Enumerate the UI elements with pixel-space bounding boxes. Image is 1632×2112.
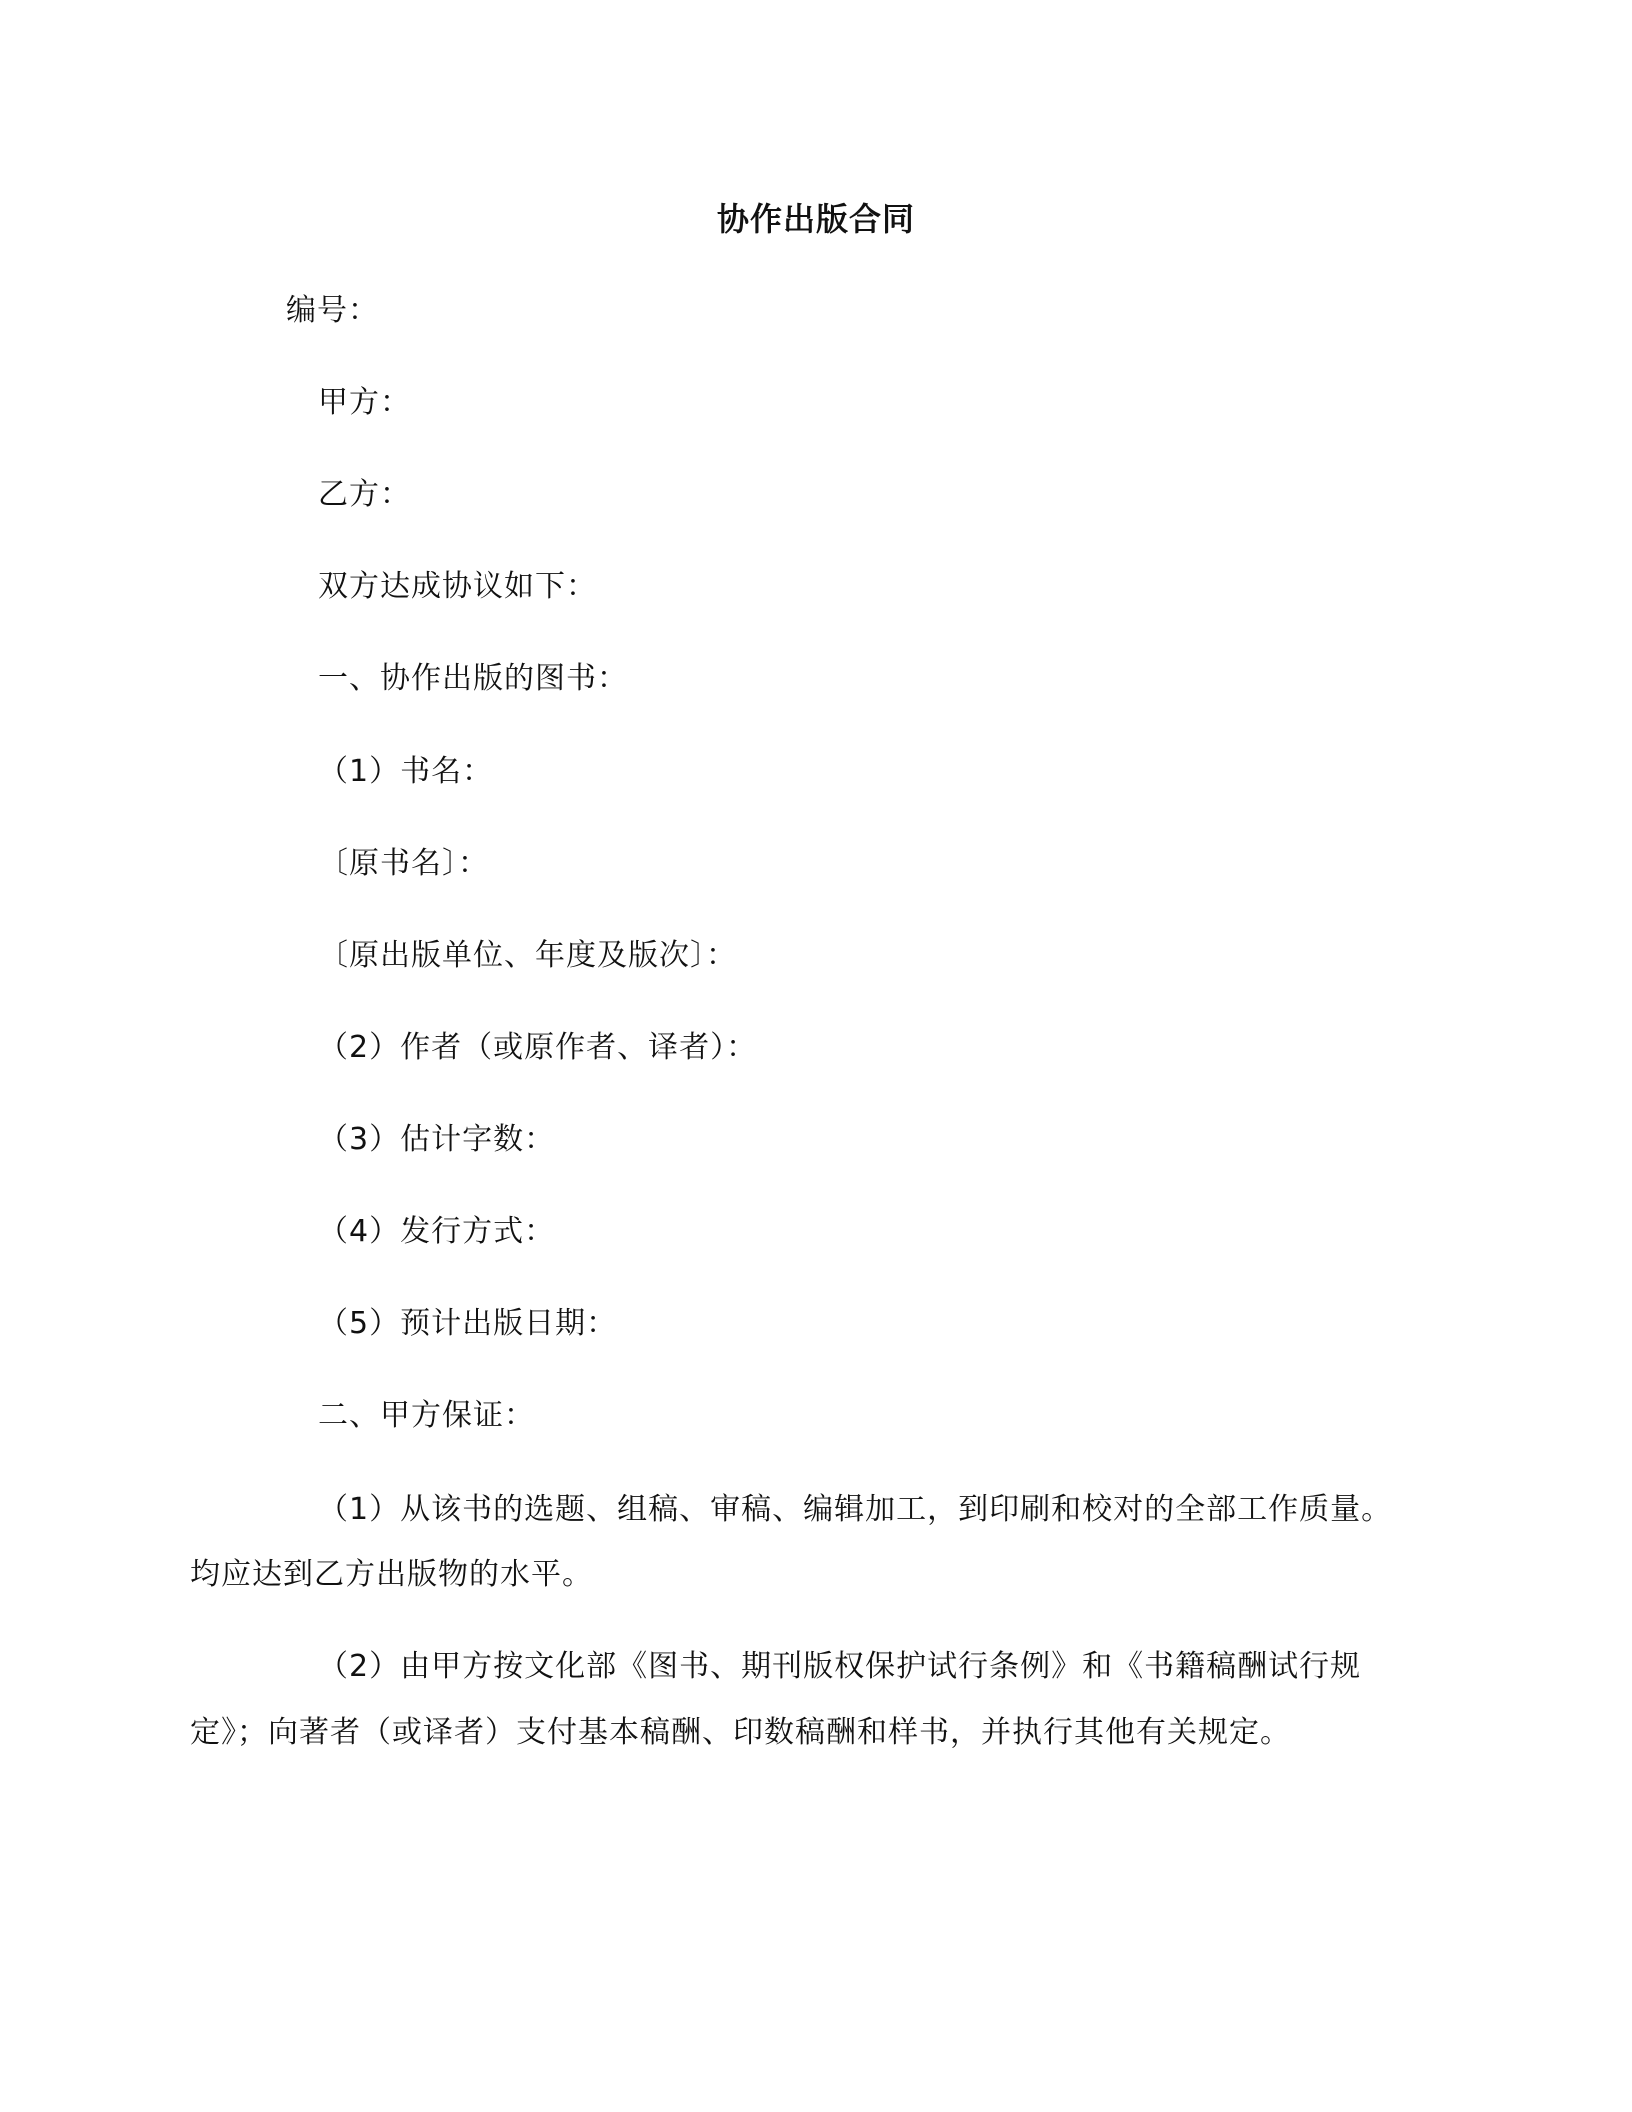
party-a-label: 甲方：: [318, 385, 411, 420]
item-distribution: （4）发行方式：: [318, 1214, 556, 1249]
party-b-label: 乙方：: [318, 477, 411, 512]
document-title: 协作出版合同: [716, 200, 915, 238]
section-1-heading: 一、协作出版的图书：: [318, 661, 628, 696]
clause-2-2-line-2: 定》；向著者（或译者）支付基本稿酬、印数稿酬和样书，并执行其他有关规定。: [190, 1715, 1291, 1750]
clause-2-2-line-1: （2）由甲方按文化部《图书、期刊版权保护试行条例》和《书籍稿酬试行规: [318, 1649, 1362, 1684]
item-book-title: （1）书名：: [318, 754, 494, 789]
section-2-heading: 二、甲方保证：: [318, 1398, 535, 1433]
clause-2-1-line-2: 均应达到乙方出版物的水平。: [190, 1557, 593, 1592]
item-word-count: （3）估计字数：: [318, 1122, 556, 1157]
contract-number-label: 编号：: [286, 293, 379, 328]
agreement-intro: 双方达成协议如下：: [318, 569, 597, 604]
clause-2-1-line-1: （1）从该书的选题、组稿、审稿、编辑加工，到印刷和校对的全部工作质量。: [318, 1492, 1393, 1527]
item-original-publisher: 〔原出版单位、年度及版次〕：: [318, 938, 737, 973]
item-original-title: 〔原书名〕：: [318, 846, 489, 881]
item-publish-date: （5）预计出版日期：: [318, 1306, 618, 1341]
item-author: （2）作者（或原作者、译者）：: [318, 1030, 758, 1065]
